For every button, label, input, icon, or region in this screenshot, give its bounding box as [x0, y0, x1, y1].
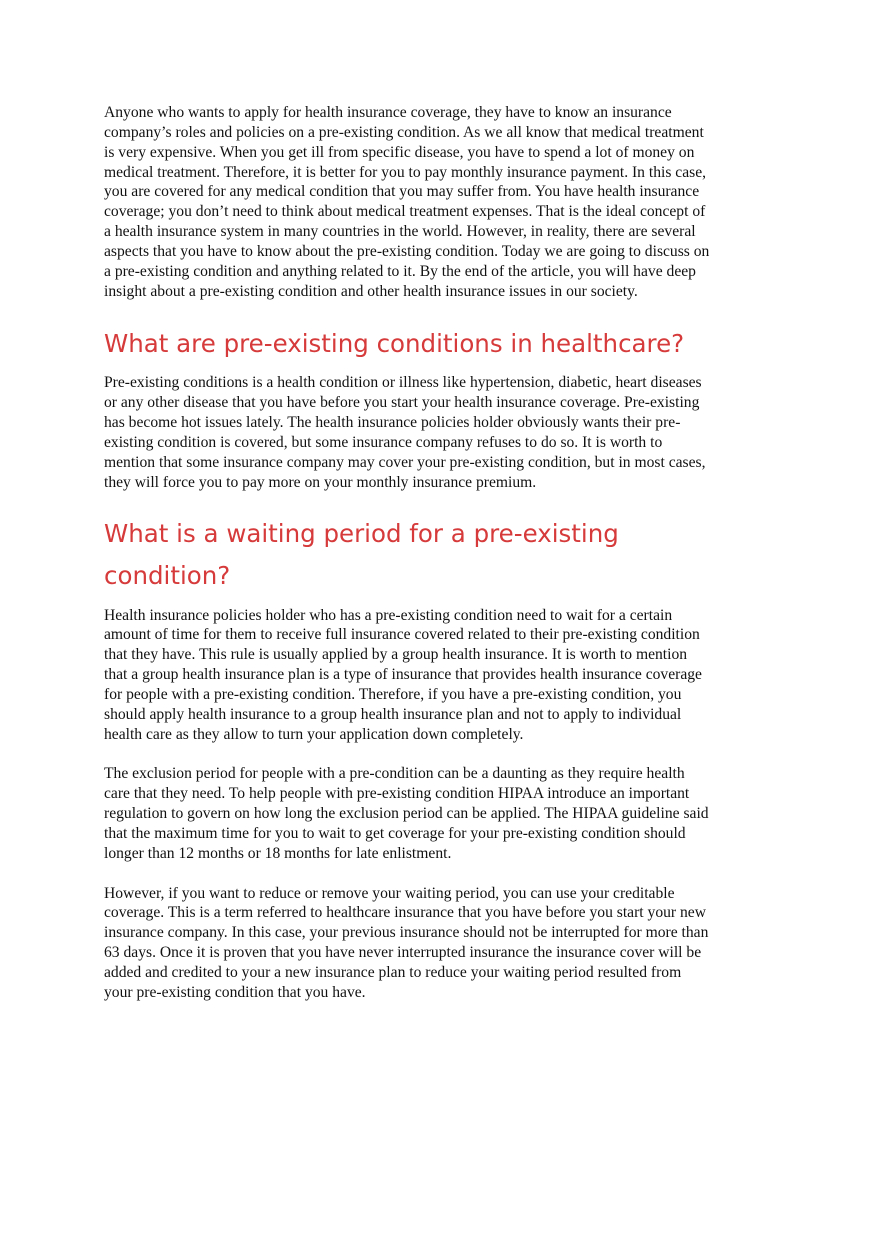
waiting-period-paragraph: Health insurance policies holder who has a pre-existing condition need to wait for a certain amount of time for them to receive full insurance covered related to their pre-existing condition that they have. This rule is usually applied by a group health insurance. It is worth to mention that a group health insurance plan is a type of insurance that provides health insurance coverage for people with a pre-existing condition. Therefore, if you have a pre-existing condition, you should apply health insurance to a group health insurance plan and not to apply to individual health care as they allow to turn your application down completely. [104, 606, 702, 743]
preexisting-conditions-paragraph: Pre-existing conditions is a health condition or illness like hypertension, diabetic, heart diseases or any other disease that you have before you start your health insurance coverage. Pre-existing has become hot issues lately. The health insurance policies holder obviously wants their pre- existing condition is covered, but some insurance company refuses to do so. It is worth to mention that some insurance company may cover your pre-existing condition, but in most cases, they will force you to pay more on your monthly insurance premium. [104, 374, 706, 491]
intro-paragraph: Anyone who wants to apply for health insurance coverage, they have to know an insurance company’s roles and policies on a pre-existing condition. As we all know that medical treatment is very expensive. When you get ill from specific disease, you have to spend a lot of money on medical treatment. Therefore, it is better for you to pay monthly insurance payment. In this case, you are covered for any medical condition that you may suffer from. You have health insurance coverage; you don’t need to think about medical treatment expenses. That is the ideal concept of a health insurance system in many countries in the world. However, in reality, there are several aspects that you have to know about the pre-existing condition. Today we are going to discuss on a pre-existing condition and anything related to it. By the end of the article, you will have deep insight about a pre-existing condition and other health insurance issues in our society. [104, 104, 710, 300]
exclusion-period-paragraph: The exclusion period for people with a pre-condition can be a daunting as they require health care that they need. To help people with pre-existing condition HIPAA introduce an important regulation to govern on how long the exclusion period can be applied. The HIPAA guideline said that the maximum time for you to wait to get coverage for your pre-existing condition should longer than 12 months or 18 months for late enlistment. [104, 765, 709, 862]
creditable-coverage-paragraph: However, if you want to reduce or remove your waiting period, you can use your creditable coverage. This is a term referred to healthcare insurance that you have before you start your new insurance company. In this case, your previous insurance should not be interrupted for more than 63 days. Once it is proven that you have never interrupted insurance the insurance cover will be added and credited to your a new insurance plan to reduce your waiting period resulted from your pre-existing condition that you have. [104, 884, 709, 1001]
section-heading-preexisting-conditions: What are pre-existing conditions in healthcare? [104, 329, 685, 359]
document-page [104, 103, 779, 1003]
section-heading-waiting-period: What is a waiting period for a pre-existing condition? [104, 518, 619, 590]
